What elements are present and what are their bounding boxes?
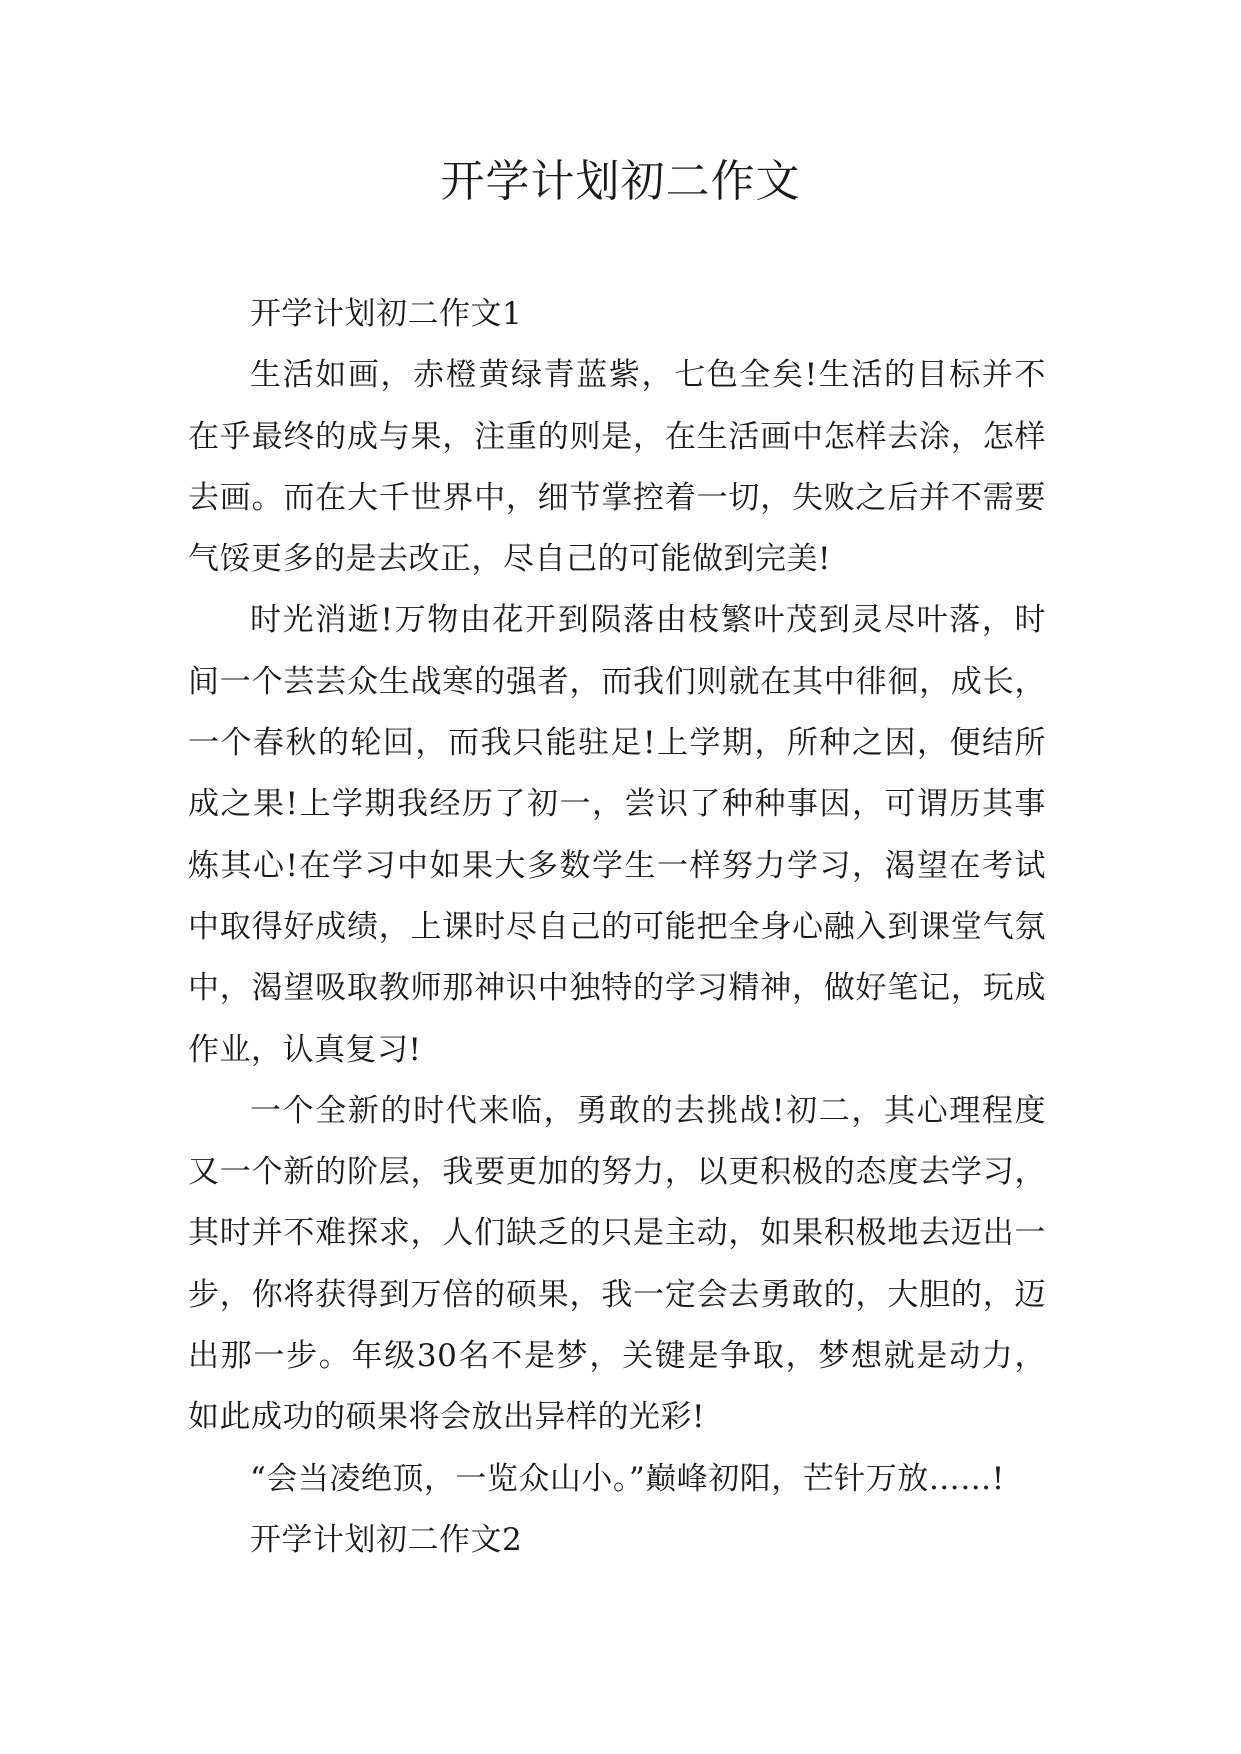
section-heading-1: 开学计划初二作文1 (250, 296, 523, 332)
paragraph: 生活如画，赤橙黄绿青蓝紫，七色全矣!生活的目标并不在乎最终的成与果，注重的则是，在生活画中怎样去涂，怎样去画。而在大千世界中，细节掌控着一切，失败之后并不需要气馁更多的是去改正，尽自己的可能做到完美! (188, 357, 1046, 578)
document-body (188, 284, 1046, 1571)
paragraph: 时光消逝!万物由花开到陨落由枝繁叶茂到灵尽叶落，时间一个芸芸众生战寒的强者，而我们则就在其中徘徊，成长，一个春秋的轮回，而我只能驻足!上学期，所种之因，便结所成之果!上学期我经历了初一，尝识了种种事因，可谓历其事炼其心!在学习中如果大多数学生一样努力学习，渴望在考试中取得好成绩，上课时尽自己的可能把全身心融入到课堂气氛中，渴望吸取教师那神识中独特的学习精神，做好笔记，玩成作业，认真复习! (188, 602, 1046, 1068)
paragraph: “会当凌绝顶，一览众山小。”巅峰初阳，芒针万放……! (250, 1460, 1005, 1497)
paragraph: 一个全新的时代来临，勇敢的去挑战!初二，其心理程度又一个新的阶层，我要更加的努力，以更积极的态度去学习，其时并不难探求，人们缺乏的只是主动，如果积极地去迈出一步，你将获得到万倍的硕果，我一定会去勇敢的，大胆的，迈出那一步。年级30名不是梦，关键是争取，梦想就是动力，如此成功的硕果将会放出异样的光彩! (188, 1092, 1046, 1436)
document-title: 开学计划初二作文 (440, 156, 801, 207)
section-heading-2: 开学计划初二作文2 (250, 1521, 523, 1558)
